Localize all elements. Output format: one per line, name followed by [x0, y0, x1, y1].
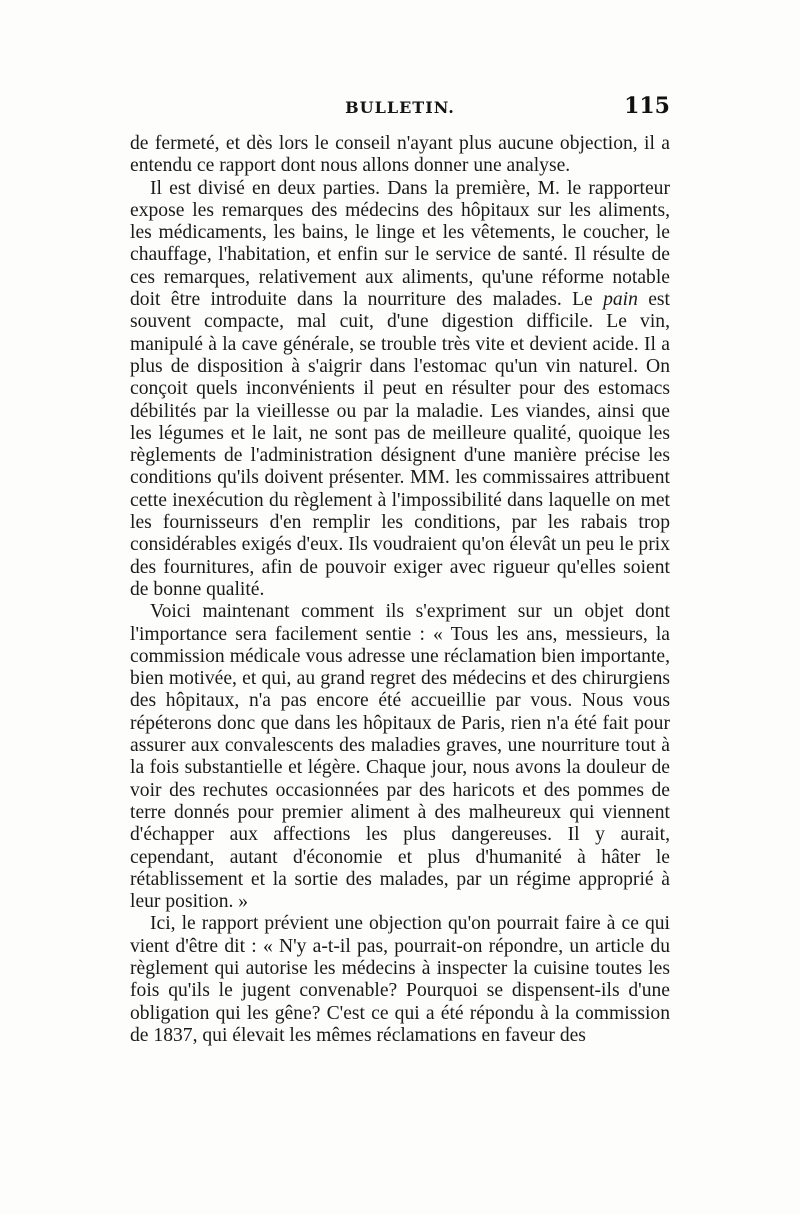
running-title: BULLETIN. [345, 98, 455, 117]
paragraph-2-italic-word: pain [603, 289, 638, 311]
paragraph-2-part-2: est souvent compacte, mal cuit, d'une digestion difficile. Le vin, manipulé à la cave générale, se trouble très vite et devient acide. Il a plus de disposition à s'aigrir dans l'estomac qu'un vin naturel. On conçoit quels inconvénients il peut en résulter pour des estomacs débilités par la vieillesse ou par la maladie. Les viandes, ainsi que les légumes et le lait, ne sont pas de meilleure qualité, quoique les règlements de l'administration désignent d'une manière précise les conditions qu'ils doivent présenter. MM. les commissaires attribuent cette inexécution du règlement à l'impossibilité dans laquelle on met les fournisseurs d'en remplir les conditions, par les rabais trop considérables exigés d'eux. Ils voudraient qu'on élevât un peu le prix des fournitures, afin de pouvoir exiger avec rigueur qu'elles soient de bonne qualité. [130, 289, 670, 600]
page-number: 115 [624, 93, 670, 119]
paragraph-2-part-1: Il est divisé en deux parties. Dans la première, M. le rapporteur expose les remarques des médecins des hôpitaux sur les aliments, les médicaments, les bains, le linge et les vêtements, le coucher, le chauffage, l'habitation, et enfin sur le service de santé. Il résulte de ces remarques, relativement aux aliments, qu'une réforme notable doit être introduite dans la nourriture des malades. Le [130, 177, 670, 311]
paragraph-2 [130, 178, 670, 602]
page-header [130, 93, 670, 128]
paragraph-3: Voici maintenant comment ils s'expriment sur un objet dont l'importance sera facilement sentie : « Tous les ans, messieurs, la commission médicale vous adresse une réclamation bien importante, bien motivée, et qui, au grand regret des médecins et des chirurgiens des hôpitaux, n'a pas encore été accueillie par vous. Nous vous répéterons donc que dans les hôpitaux de Paris, rien n'a été fait pour assurer aux convalescents des maladies graves, une nourriture tout à la fois substantielle et légère. Chaque jour, nous avons la douleur de voir des rechutes occasionnées par des haricots et des pommes de terre donnés pour premier aliment à des malheureux qui viennent d'échapper aux affections les plus dangereuses. Il y aurait, cependant, autant d'économie et plus d'humanité à hâter le rétablissement et la sortie des malades, par un régime approprié à leur position. » [130, 601, 670, 913]
paragraph-4: Ici, le rapport prévient une objection qu'on pourrait faire à ce qui vient d'être dit : « N'y a-t-il pas, pourrait-on répondre, un article du règlement qui autorise les médecins à inspecter la cuisine toutes les fois qu'ils le jugent convenable? Pourquoi se dispensent-ils d'une obligation qui les gêne? C'est ce qui a été répondu à la commission de 1837, qui élevait les mêmes réclamations en faveur des [130, 913, 670, 1046]
paragraph-1: de fermeté, et dès lors le conseil n'ayant plus aucune objection, il a entendu ce rapport dont nous allons donner une analyse. [130, 133, 670, 177]
body-text [130, 133, 670, 1047]
